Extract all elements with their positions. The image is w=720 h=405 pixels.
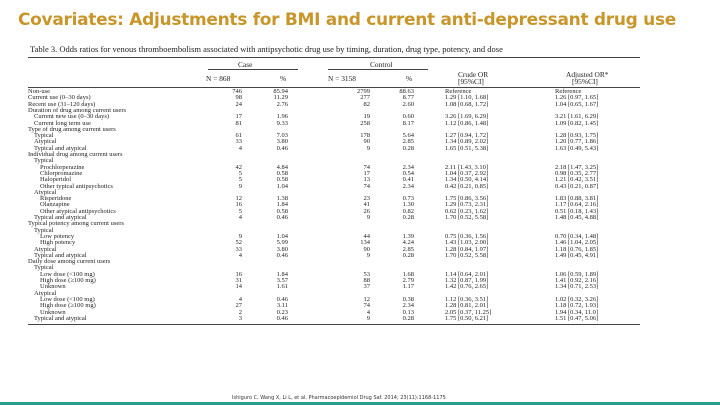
case-percent: 0.58 xyxy=(276,169,288,177)
control-count: 9 xyxy=(366,144,370,152)
control-percent: 0.82 xyxy=(402,207,414,215)
case-count: 31 xyxy=(235,277,242,284)
case-count: 33 xyxy=(235,138,242,146)
control-count: 82 xyxy=(363,100,370,108)
crude-or: 1.29 [1.10, 1.68] xyxy=(445,94,489,102)
case-count: 9 xyxy=(238,182,242,190)
crude-or: 1.43 [1.03, 2.00] xyxy=(445,239,489,247)
control-count: 23 xyxy=(363,195,370,203)
adjusted-or: 1.63 [0.49, 5.43] xyxy=(555,144,599,152)
row-label: High dose (≥100 mg) xyxy=(40,302,96,310)
crude-or: 1.42 [0.76, 2.65] xyxy=(445,283,489,291)
crude-or: 1.70 [0.52, 5.58] xyxy=(445,214,489,221)
control-percent: 0.54 xyxy=(402,169,414,177)
case-percent: 0.23 xyxy=(276,308,288,316)
adjusted-or: 1.34 [0.71, 2.53] xyxy=(555,283,599,291)
control-count: 9 xyxy=(366,314,370,322)
control-percent: 0.28 xyxy=(402,214,414,221)
adjusted-or: 1.21 [0.42, 3.51] xyxy=(555,176,599,184)
crude-or: 2.11 [1.43, 3.10] xyxy=(445,163,489,171)
case-percent: 11.29 xyxy=(273,94,288,102)
control-count: 12 xyxy=(363,295,370,303)
control-percent: 4.24 xyxy=(402,239,414,247)
row-label: Current new use (0–30 days) xyxy=(34,113,110,121)
control-percent: 0.38 xyxy=(402,295,414,303)
case-percent: 3.11 xyxy=(276,302,288,310)
adjusted-or: 0.51 [0.18, 1.43] xyxy=(555,207,599,215)
control-percent: 8.17 xyxy=(402,119,414,127)
header-adjusted-ci: [95%CI] xyxy=(572,77,598,86)
control-percent: 2.60 xyxy=(402,100,414,108)
row-label: Prochlorperazine xyxy=(40,163,85,171)
control-percent: 1.68 xyxy=(402,270,414,278)
crude-or: 1.12 [0.86, 1.48] xyxy=(445,119,489,127)
header-bottom-rule xyxy=(28,87,640,88)
crude-or: 0.75 [0.36, 1.56] xyxy=(445,232,489,240)
crude-or: 3.26 [1.69, 6.29] xyxy=(445,113,489,121)
case-percent: 1.04 xyxy=(276,232,288,240)
control-count: 90 xyxy=(363,245,370,253)
row-label: Other atypical antipsychotics xyxy=(40,207,116,215)
case-percent: 1.38 xyxy=(276,195,288,203)
crude-or: 1.08 [0.68, 1.72] xyxy=(445,100,489,108)
row-label: Atypical xyxy=(34,245,57,253)
adjusted-or: 3.21 [1.61, 6.29] xyxy=(555,113,599,121)
header-crude-ci: [95%CI] xyxy=(458,77,484,86)
control-percent: 2.34 xyxy=(402,163,414,171)
control-count: 17 xyxy=(363,169,370,177)
case-count: 16 xyxy=(235,270,242,278)
table-row xyxy=(28,316,668,322)
adjusted-or: 1.83 [0.88, 3.81] xyxy=(555,195,599,203)
control-percent: 0.41 xyxy=(402,176,414,184)
control-percent: 2.34 xyxy=(402,182,414,190)
control-percent: 1.17 xyxy=(402,283,414,291)
control-count: 41 xyxy=(363,201,370,209)
crude-or: 1.65 [0.51, 5.38] xyxy=(445,144,489,152)
control-count: 74 xyxy=(363,302,370,310)
crude-or: 1.75 [0.86, 3.56] xyxy=(445,195,489,203)
adjusted-or: 1.09 [0.82, 1.45] xyxy=(555,119,599,127)
control-count: 53 xyxy=(363,270,370,278)
case-count: 52 xyxy=(235,239,242,247)
case-count: 9 xyxy=(238,232,242,240)
control-count: 19 xyxy=(363,113,370,121)
control-percent: 2.79 xyxy=(402,277,414,284)
case-count: 81 xyxy=(235,119,242,127)
table-caption: Table 3. Odds ratios for venous thromboembolism associated with antipsychotic drug use by timing, duration, drug type, potency, and dose xyxy=(30,44,503,54)
case-percent: 1.84 xyxy=(276,201,288,209)
case-count: 33 xyxy=(235,245,242,253)
control-count: 26 xyxy=(363,207,370,215)
control-count: 44 xyxy=(363,232,370,240)
case-percent: 3.80 xyxy=(276,138,288,146)
row-label: Low dose (<100 mg) xyxy=(40,295,95,303)
row-label: Atypical xyxy=(34,289,57,297)
row-label: Current long term use xyxy=(34,119,91,127)
row-label: Typical xyxy=(34,157,54,165)
adjusted-or: Reference xyxy=(555,88,582,95)
case-percent: 0.58 xyxy=(276,207,288,215)
control-count: 277 xyxy=(360,94,370,102)
header-control-n: N = 3158 xyxy=(328,74,356,83)
adjusted-or: 2.18 [1.47, 3.25] xyxy=(555,163,599,171)
row-label: Atypical xyxy=(34,188,57,196)
case-count: 5 xyxy=(238,169,242,177)
control-percent: 5.64 xyxy=(402,132,414,140)
row-label: High potency xyxy=(40,239,76,247)
control-count: 9 xyxy=(366,251,370,259)
adjusted-or: 1.49 [0.45, 4.91] xyxy=(555,251,599,259)
case-percent: 1.04 xyxy=(276,182,288,190)
adjusted-or: 1.94 [0.34, 11.0] xyxy=(555,308,599,316)
case-percent: 4.84 xyxy=(276,163,288,171)
table-top-rule xyxy=(28,57,640,58)
case-count: 2 xyxy=(238,308,242,316)
control-percent: 0.13 xyxy=(402,308,414,316)
citation: Ishiguro C, Wang X, Li L, et al. Pharmacoepidemiol Drug Saf. 2014; 23(11):1168-1175 xyxy=(232,395,446,401)
case-count: 5 xyxy=(238,176,242,184)
crude-or: 1.75 [0.50, 6.21] xyxy=(445,314,489,322)
control-percent: 1.39 xyxy=(402,232,414,240)
row-label: Low potency xyxy=(40,232,75,240)
control-count: 134 xyxy=(360,239,370,247)
row-label: Daily dose among current users xyxy=(28,258,111,266)
header-control: Control xyxy=(370,60,393,69)
row-label: Risperidone xyxy=(40,195,72,203)
header-control-pct: % xyxy=(406,74,413,83)
header-case-n: N = 868 xyxy=(206,74,231,83)
case-count: 746 xyxy=(232,88,242,95)
case-percent: 5.99 xyxy=(276,239,288,247)
control-percent: 88.63 xyxy=(399,88,414,95)
row-label: Other typical antipsychotics xyxy=(40,182,113,190)
case-percent: 0.46 xyxy=(276,314,288,322)
crude-or: 1.14 [0.64, 2.01] xyxy=(445,270,489,278)
control-count: 4 xyxy=(366,308,370,316)
adjusted-or: 0.98 [0.35, 2.77] xyxy=(555,169,599,177)
table-bottom-rule xyxy=(28,324,640,325)
row-label: Typical xyxy=(34,226,54,234)
crude-or: Reference xyxy=(445,88,472,95)
crude-or: 1.27 [0.94, 1.72] xyxy=(445,132,489,140)
case-percent: 0.46 xyxy=(276,295,288,303)
control-percent: 1.30 xyxy=(402,201,414,209)
control-count: 74 xyxy=(363,163,370,171)
control-percent: 0.60 xyxy=(402,113,414,121)
crude-or: 2.05 [0.37, 11.25] xyxy=(445,308,492,316)
case-span-rule xyxy=(208,69,298,70)
row-label: Typical and atypical xyxy=(34,314,87,322)
row-label: Low dose (<100 mg) xyxy=(40,270,95,278)
case-percent: 0.58 xyxy=(276,176,288,184)
case-percent: 1.61 xyxy=(276,283,288,291)
case-count: 4 xyxy=(238,251,242,259)
crude-or: 1.34 [0.50, 4.14] xyxy=(445,176,489,184)
row-label: Typical and atypical xyxy=(34,214,87,221)
control-count: 90 xyxy=(363,138,370,146)
adjusted-or: 1.20 [0.77, 1.86] xyxy=(555,138,599,146)
case-percent: 3.80 xyxy=(276,245,288,253)
crude-or: 0.42 [0.21, 0.85] xyxy=(445,182,489,190)
case-count: 24 xyxy=(235,100,242,108)
row-label: Recent use (31–120 days) xyxy=(28,100,96,108)
row-label: High dose (≥100 mg) xyxy=(40,277,96,284)
adjusted-or: 1.18 [0.76, 1.85] xyxy=(555,245,599,253)
row-label: Typical xyxy=(34,132,54,140)
crude-or: 1.28 [0.84, 1.97] xyxy=(445,245,489,253)
case-percent: 1.96 xyxy=(276,113,288,121)
row-label: Chlorpromazine xyxy=(40,169,83,177)
row-label: Haloperidol xyxy=(40,176,72,184)
case-count: 3 xyxy=(238,314,242,322)
case-percent: 3.57 xyxy=(276,277,288,284)
adjusted-or: 1.48 [0.45, 4.88] xyxy=(555,214,599,221)
control-percent: 0.28 xyxy=(402,314,414,322)
control-percent: 0.73 xyxy=(402,195,414,203)
row-label: Duration of drug among current users xyxy=(28,106,127,114)
row-label: Typical potency among current users xyxy=(28,220,124,228)
case-percent: 0.46 xyxy=(276,251,288,259)
case-percent: 0.46 xyxy=(276,214,288,221)
case-count: 14 xyxy=(235,283,242,291)
adjusted-or: 1.28 [0.93, 1.75] xyxy=(555,132,599,140)
control-percent: 0.28 xyxy=(402,144,414,152)
slide-title: Covariates: Adjustments for BMI and current anti-depressant drug use xyxy=(18,10,676,30)
row-label: Typical and atypical xyxy=(34,251,87,259)
header-adjusted-or: Adjusted OR* xyxy=(566,70,609,79)
case-count: 98 xyxy=(235,94,242,102)
crude-or: 1.28 [0.81, 2.01] xyxy=(445,302,489,310)
control-percent: 0.28 xyxy=(402,251,414,259)
crude-or: 1.32 [0.87, 1.99] xyxy=(445,277,489,284)
row-label: Unknown xyxy=(40,283,66,291)
adjusted-or: 1.17 [0.64, 2.16] xyxy=(555,201,599,209)
control-percent: 2.85 xyxy=(402,138,414,146)
crude-or: 1.12 [0.36, 3.51] xyxy=(445,295,489,303)
adjusted-or: 1.26 [0.97, 1.65] xyxy=(555,94,599,102)
row-label: Unknown xyxy=(40,308,66,316)
row-label: Typical xyxy=(34,264,54,272)
row-label: Non-use xyxy=(28,88,51,95)
control-count: 258 xyxy=(360,119,370,127)
case-count: 17 xyxy=(235,113,242,121)
case-count: 12 xyxy=(235,195,242,203)
adjusted-or: 1.46 [1.04, 2.05] xyxy=(555,239,599,247)
crude-or: 1.29 [0.73, 2.31] xyxy=(445,201,489,209)
control-count: 88 xyxy=(363,277,370,284)
row-label: Type of drug among current users xyxy=(28,125,116,133)
crude-or: 1.34 [0.89, 2.02] xyxy=(445,138,489,146)
case-count: 42 xyxy=(235,163,242,171)
control-count: 74 xyxy=(363,182,370,190)
adjusted-or: 1.41 [0.92, 2.16] xyxy=(555,277,599,284)
header-case-pct: % xyxy=(280,74,287,83)
row-label: Olanzapine xyxy=(40,201,70,209)
adjusted-or: 1.02 [0.32, 3.26] xyxy=(555,295,599,303)
adjusted-or: 1.04 [0.65, 1.67] xyxy=(555,100,599,108)
case-percent: 1.84 xyxy=(276,270,288,278)
crude-or: 1.04 [0.37, 2.92] xyxy=(445,169,489,177)
case-count: 61 xyxy=(235,132,242,140)
case-count: 4 xyxy=(238,214,242,221)
header-case: Case xyxy=(238,60,253,69)
case-percent: 0.46 xyxy=(276,144,288,152)
control-count: 2799 xyxy=(357,88,370,95)
adjusted-or: 0.70 [0.34, 1.48] xyxy=(555,232,599,240)
control-count: 37 xyxy=(363,283,370,291)
case-count: 27 xyxy=(235,302,242,310)
control-count: 9 xyxy=(366,214,370,221)
header-crude-or: Crude OR xyxy=(458,70,489,79)
adjusted-or: 1.18 [0.72, 1.93] xyxy=(555,302,599,310)
control-percent: 2.34 xyxy=(402,302,414,310)
adjusted-or: 0.43 [0.21, 0.87] xyxy=(555,182,599,190)
control-span-rule xyxy=(328,69,428,70)
case-count: 4 xyxy=(238,295,242,303)
row-label: Atypical xyxy=(34,138,57,146)
case-percent: 9.33 xyxy=(276,119,288,127)
case-percent: 85.94 xyxy=(273,88,288,95)
adjusted-or: 1.06 [0.59, 1.89] xyxy=(555,270,599,278)
control-count: 178 xyxy=(360,132,370,140)
control-percent: 8.77 xyxy=(402,94,414,102)
crude-or: 1.70 [0.52, 5.58] xyxy=(445,251,489,259)
row-label: Typical and atypical xyxy=(34,144,87,152)
control-percent: 2.85 xyxy=(402,245,414,253)
case-percent: 7.03 xyxy=(276,132,288,140)
case-percent: 2.76 xyxy=(276,100,288,108)
control-count: 13 xyxy=(363,176,370,184)
row-label: Individual drug among current users xyxy=(28,151,123,158)
case-count: 4 xyxy=(238,144,242,152)
adjusted-or: 1.51 [0.47, 5.06] xyxy=(555,314,599,322)
row-label: Current use (0–30 days) xyxy=(28,94,91,102)
case-count: 5 xyxy=(238,207,242,215)
crude-or: 0.62 [0.23, 1.62] xyxy=(445,207,489,215)
case-count: 16 xyxy=(235,201,242,209)
